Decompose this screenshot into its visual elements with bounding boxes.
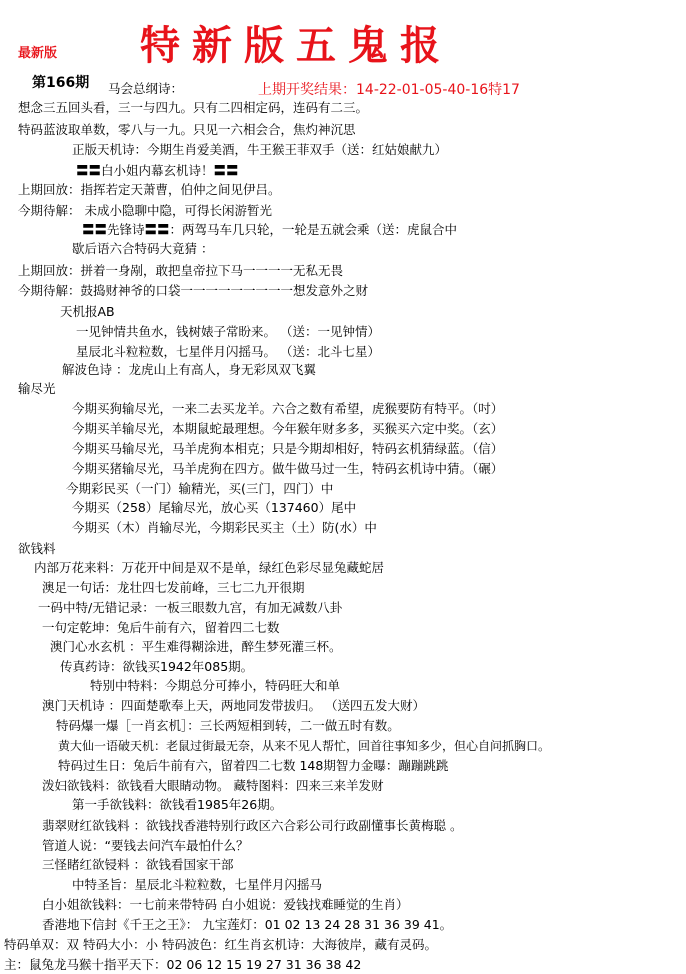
text-line: 传真药诗：欲钱买1942年085期。 [60, 659, 254, 674]
text-line: 特码过生日：兔后牛前有六，留着四二七数 148期智力金曝：蹦蹦跳跳 [58, 758, 449, 773]
text-line: 主：鼠兔龙马猴十指平天下：02 06 12 15 19 27 31 36 38 42 [4, 957, 362, 972]
text-line: 今期买狗输尽光，一来二去买龙羊。六合之数有希望，虎猴要防有特平。（吋） [72, 401, 504, 416]
text-line: 三怪睹红欲锓料 ：欲钱看国家干部 [42, 857, 234, 872]
text-line: 特码爆一爆［一肖玄机］：三长两短相到转，二一做五时有数。 [56, 718, 400, 733]
text-line: 输尽光 [18, 381, 56, 396]
text-line: 今期彩民买（一门）输精光，买(三门，四门）中 [66, 481, 334, 496]
page-title: 特新版五鬼报 [140, 22, 452, 69]
text-line: 〓〓先锋诗〓〓：两驾马车几只轮，一轮是五就会乘（送：虎鼠合中 [82, 222, 458, 237]
text-line: 歇后语六合特码大竟猜 ： [72, 241, 214, 256]
text-line: 想念三五回头看，三一与四九。只有二四相定码，连码有二三。 [18, 100, 369, 115]
text-line: 星辰北斗粒粒数，七星伴月闪摇马。 （送：北斗七星） [76, 344, 380, 359]
last-result: 上期开奖结果：14-22-01-05-40-16特17 [258, 82, 520, 98]
new-version-label: 最新版 [18, 46, 58, 61]
text-line: 今期待解：鼓捣财神爷的口袋一一一一一一一一一想发意外之财 [18, 283, 369, 298]
text-line: 今期买（木）肖输尽光，今期彩民买主（土）防(水）中 [72, 520, 377, 535]
issue-number: 第166期 [32, 75, 90, 91]
text-line: 一码中特/无错记录：一板三眼数九宫，有加无减数八卦 [38, 600, 343, 615]
text-line: 内部万花来料：万花开中间是双不是单，绿红色彩尽显兔藏蛇居 [34, 560, 385, 575]
text-line: 〓〓白小姐内幕玄机诗！〓〓 [76, 163, 239, 178]
text-line: 正版天机诗：今期生肖爱美酒，牛王猴王菲双手（送：红姑娘献九） [72, 142, 448, 157]
text-line: 天机报AB [60, 304, 115, 319]
text-line: 白小姐欲钱料：一七前来带特码 白小姐说：爱钱找难睡觉的生肖） [42, 897, 409, 912]
text-line: 今期买马输尽光，马羊虎狗本相克；只是今期却相好，特码玄机猜绿蓝。（信） [72, 441, 504, 456]
text-line: 管道人说：“要钱去问汽车最怕什么？ [42, 838, 249, 853]
text-line: 泼妇欲钱料：欲钱看大眼睛动物。 藏特图料：四来三来羊发财 [42, 778, 384, 793]
text-line: 一见钟情共鱼水，钱树婊子常盼来。 （送：一见钟情） [76, 324, 380, 339]
text-line: 特码蓝波取单数，零八与一九。只见一六相会合，焦灼神沉思 [18, 122, 356, 137]
text-line: 澳门心水玄机 ：平生难得糊涂进，醉生梦死灌三杯。 [50, 639, 342, 654]
text-line: 上期回放：拼着一身剐，敢把皇帝拉下马一一一一无私无畏 [18, 263, 344, 278]
text-line: 今期买猪输尽光，马羊虎狗在四方。做牛做马过一生，特码玄机诗中猜。（碾） [72, 461, 504, 476]
text-line: 马会总纲诗： [108, 81, 184, 96]
text-line: 特别中特料：今期总分可捧小，特码旺大和单 [90, 678, 341, 693]
text-line: 中特圣旨：星辰北斗粒粒数，七星伴月闪摇马 [72, 877, 323, 892]
text-line: 上期回放：指挥若定天萧曹，伯仲之间见伊吕。 [18, 182, 281, 197]
text-line: 黄大仙一语破天机：老鼠过街最无奈，从来不见人帮忙，回首往事知多少，但心自问抓胸口。 [58, 739, 551, 753]
text-line: 翡翠财红欲钱料 ：欲钱找香港特别行政区六合彩公司行政副懂事长黄梅聪 。 [42, 818, 463, 833]
text-line: 特码单双：双 特码大小：小 特码波色：红生肖玄机诗：大海彼岸，藏有灵码。 [4, 937, 437, 952]
text-line: 澳足一句话：龙壮四七发前峰，三七二九开很期 [42, 580, 305, 595]
text-line: 今期买（258）尾输尽光，放心买（137460）尾中 [72, 500, 357, 515]
text-line: 今期买羊输尽光，本期鼠蛇最理想。今年猴年财多多，买猴买六定中奖。（玄） [72, 421, 504, 436]
text-line: 解波色诗 ：龙虎山上有高人，身无彩凤双飞翼 [62, 362, 316, 377]
text-line: 澳门天机诗 ：四面楚歌奉上天，两地同发带拔归。 （送四五发大财） [42, 698, 425, 713]
text-line: 欲钱料 [18, 541, 56, 556]
text-line: 今期待解： 未成小隐聊中隐，可得长闲游暂光 [18, 203, 272, 218]
text-line: 香港地下信封《千王之王》： 九宝莲灯：01 02 13 24 28 31 36 39 41。 [42, 917, 453, 932]
text-line: 第一手欲钱料：欲钱看1985年26期。 [72, 797, 283, 812]
text-line: 一句定乾坤：兔后牛前有六，留着四二七数 [42, 620, 280, 635]
